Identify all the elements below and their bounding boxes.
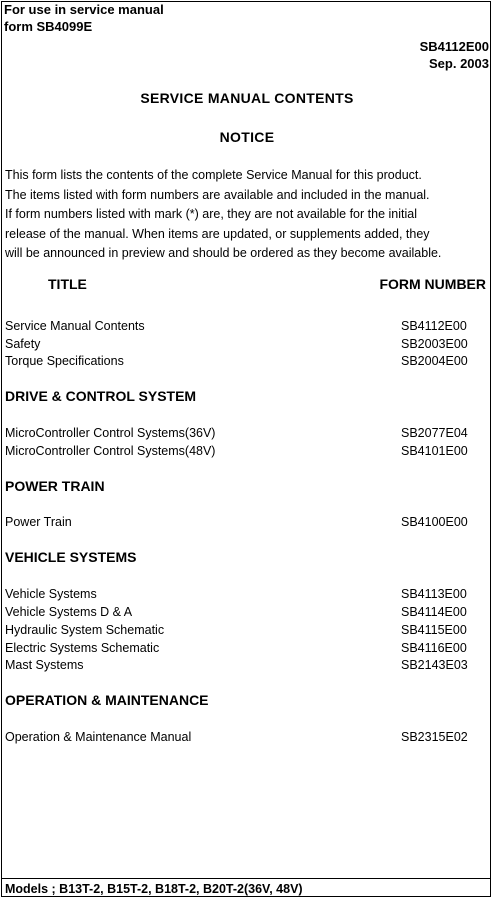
contents-row — [5, 335, 475, 353]
footer-divider — [1, 878, 491, 879]
contents-row — [5, 352, 475, 370]
contents-row — [5, 728, 475, 746]
item-form-number: SB4100E00 — [401, 515, 468, 529]
notice-line: If form numbers listed with mark (*) are, they are not available for the initial — [5, 207, 417, 221]
notice-line: The items listed with form numbers are available and included in the manual. — [5, 187, 430, 202]
header-line-1: For use in service manual — [4, 2, 164, 17]
notice-heading: NOTICE — [219, 129, 275, 145]
item-title: Safety — [5, 337, 41, 351]
notice-body — [5, 166, 489, 264]
item-form-number: SB4116E00 — [401, 641, 467, 655]
item-form-number: SB4115E00 — [401, 623, 467, 637]
contents-row — [5, 639, 475, 657]
contents-row — [5, 513, 475, 531]
section-heading-drive-control: DRIVE & CONTROL SYSTEM — [5, 388, 197, 404]
item-title: Vehicle Systems D & A — [5, 605, 133, 619]
header-form-number: SB4112E00 — [419, 39, 489, 54]
item-title: Hydraulic System Schematic — [5, 623, 165, 637]
contents-row — [5, 317, 475, 335]
item-title: Mast Systems — [5, 658, 84, 672]
header-line-2: form SB4099E — [4, 19, 93, 34]
contents-row — [5, 424, 475, 442]
item-title: Torque Specifications — [5, 354, 124, 368]
notice-line: will be announced in preview and should be ordered as they become available. — [5, 246, 442, 260]
section-heading-vehicle-systems: VEHICLE SYSTEMS — [5, 549, 137, 565]
item-form-number: SB2004E00 — [401, 354, 468, 368]
item-form-number: SB2077E04 — [401, 426, 468, 440]
item-title: Service Manual Contents — [5, 319, 145, 333]
item-form-number: SB2143E03 — [401, 658, 468, 672]
header-date: Sep. 2003 — [429, 56, 489, 71]
item-title: Electric Systems Schematic — [5, 641, 160, 655]
section-heading-power-train: POWER TRAIN — [5, 478, 105, 494]
item-form-number: SB2315E02 — [401, 730, 468, 744]
notice-line: This form lists the contents of the complete Service Manual for this product. — [5, 168, 422, 182]
footer-models: Models ; B13T-2, B15T-2, B18T-2, B20T-2(36V, 48V) — [5, 882, 303, 896]
item-title: MicroController Control Systems(36V) — [5, 426, 216, 440]
column-header-form-number: FORM NUMBER — [379, 276, 486, 292]
document-title: SERVICE MANUAL CONTENTS — [140, 90, 354, 106]
item-form-number: SB4113E00 — [401, 587, 467, 601]
contents-row — [5, 621, 475, 639]
item-form-number: SB4101E00 — [401, 444, 468, 458]
contents-row — [5, 656, 475, 674]
contents-row — [5, 603, 475, 621]
item-form-number: SB4114E00 — [401, 605, 467, 619]
notice-line: release of the manual. When items are updated, or supplements added, they — [5, 226, 430, 241]
item-title: MicroController Control Systems(48V) — [5, 444, 216, 458]
header-form-info — [420, 38, 489, 72]
section-heading-operation-maintenance: OPERATION & MAINTENANCE — [5, 692, 209, 708]
column-header-title: TITLE — [48, 276, 87, 292]
contents-row — [5, 442, 475, 460]
header-reference — [4, 1, 164, 35]
contents-row — [5, 585, 475, 603]
item-title: Power Train — [5, 515, 72, 529]
item-form-number: SB2003E00 — [401, 337, 468, 351]
item-title: Operation & Maintenance Manual — [5, 730, 192, 744]
item-title: Vehicle Systems — [5, 587, 97, 601]
item-form-number: SB4112E00 — [401, 319, 467, 333]
